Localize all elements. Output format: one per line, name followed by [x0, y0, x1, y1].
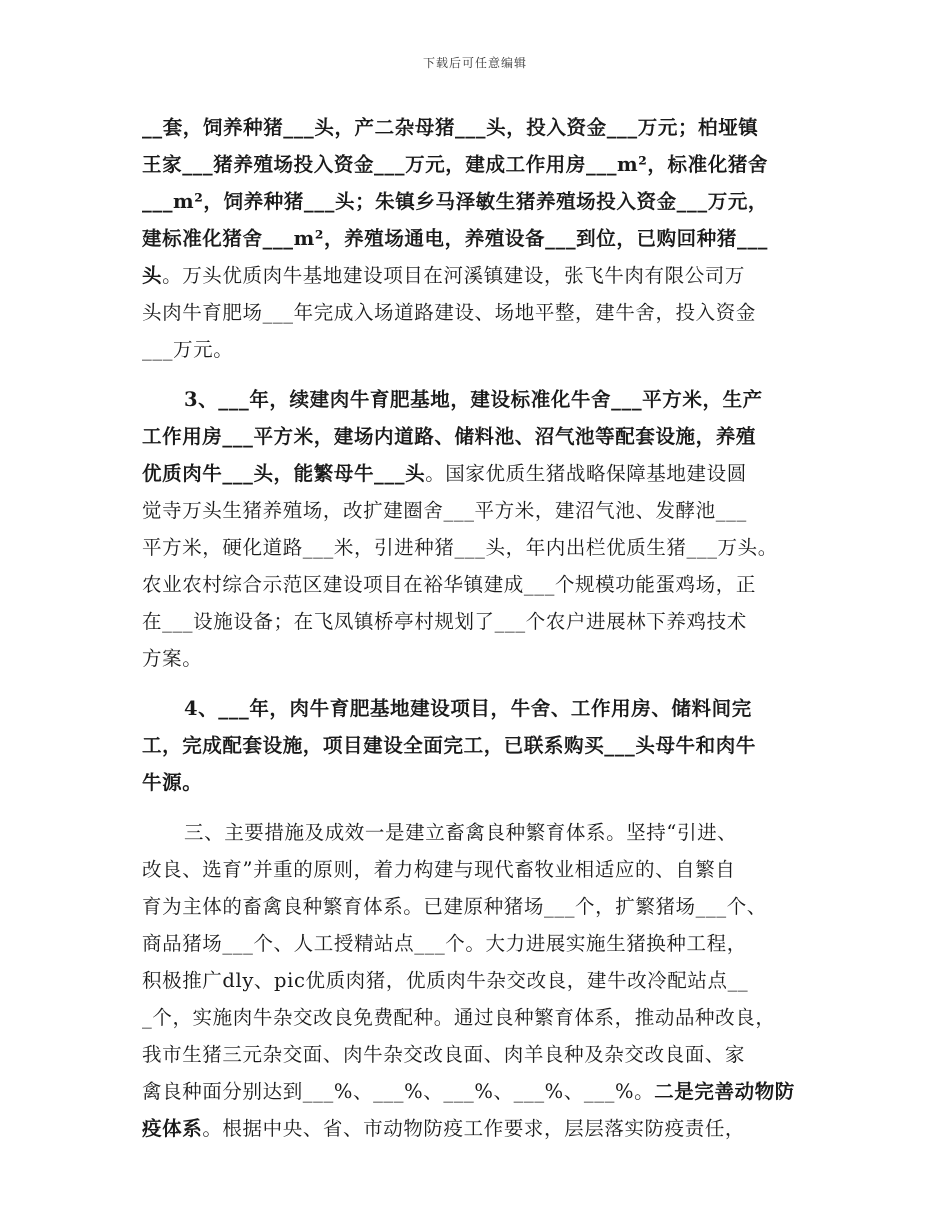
text-line: [142, 1110, 812, 1147]
text-line: [142, 925, 812, 962]
text-run: _个，实施肉牛杂交改良免费配种。通过良种繁育体系，推动品种改良，: [142, 1006, 776, 1029]
bold-text-run: 4、___年，肉牛育肥基地建设项目，牛舍、工作用房、储料间完: [184, 697, 752, 720]
bold-text-run: 优质肉牛___头，能繁母牛___头: [142, 462, 426, 485]
document-body: [142, 109, 812, 1147]
paragraph-gap: [142, 677, 812, 690]
page-header: [0, 54, 950, 71]
bold-text-run: 头: [142, 264, 163, 287]
text-line: [142, 1036, 812, 1073]
text-run: 积极推广dly、pic优质肉猪，优质肉牛杂交改良，建牛改冷配站点__: [142, 969, 749, 992]
text-line: [142, 851, 812, 888]
bold-text-run: 王家___猪养殖场投入资金___万元，建成工作用房___m²，标准化猪舍: [142, 153, 769, 176]
text-line: [142, 962, 812, 999]
bold-text-run: 牛源。: [142, 771, 203, 794]
text-line: [142, 455, 812, 492]
text-run: 觉寺万头生猪养殖场，改扩建圈舍___平方米，建沼气池、发酵池___: [142, 499, 747, 522]
text-run: 头肉牛育肥场___年完成入场道路建设、场地平整，建牛舍，投入资金: [142, 301, 756, 324]
bold-text-run: 疫体系: [142, 1117, 203, 1140]
text-line: [142, 529, 812, 566]
text-line: [142, 381, 812, 418]
bold-text-run: ___m²，饲养种猪___头；朱镇乡马泽敏生猪养殖场投入资金___万元，: [142, 190, 769, 213]
text-line: [142, 183, 812, 220]
text-line: [142, 764, 812, 801]
text-run: 禽良种面分别达到___%、___%、___%、___%、___%。: [142, 1080, 655, 1103]
text-line: [142, 603, 812, 640]
text-line: [142, 492, 812, 529]
bold-text-run: 建标准化猪舍___m²，养殖场通电，养殖设备___到位，已购回种猪___: [142, 227, 769, 250]
text-line: [142, 220, 812, 257]
text-run: ___万元。: [142, 338, 234, 361]
bold-text-run: 工作用房___平方米，建场内道路、储料池、沼气池等配套设施，养殖: [142, 425, 756, 448]
bold-text-run: __套，饲养种猪___头，产二杂母猪___头，投入资金___万元；柏垭镇: [142, 116, 759, 139]
text-run: 。根据中央、省、市动物防疫工作要求，层层落实防疫责任，: [202, 1117, 746, 1140]
text-run: 。万头优质肉牛基地建设项目在河溪镇建设，张飞牛肉有限公司万: [162, 264, 746, 287]
bold-text-run: 工，完成配套设施，项目建设全面完工，已联系购买___头母牛和肉牛: [142, 734, 756, 757]
text-run: 育为主体的畜禽良种繁育体系。已建原种猪场___个，扩繁猪场___个、: [142, 895, 767, 918]
text-line: [142, 1073, 812, 1110]
text-line: [142, 418, 812, 455]
text-line: [142, 257, 812, 294]
paragraph: [142, 690, 812, 801]
text-run: 我市生猪三元杂交面、肉牛杂交改良面、肉羊良种及杂交改良面、家: [142, 1043, 746, 1066]
text-line: [142, 690, 812, 727]
paragraph: [142, 381, 812, 677]
paragraph-gap: [142, 368, 812, 381]
text-line: [142, 146, 812, 183]
paragraph: [142, 109, 812, 368]
header-text: 下载后可任意编辑: [422, 56, 527, 70]
text-run: 改良、选育”并重的原则，着力构建与现代畜牧业相适应的、自繁自: [142, 858, 736, 881]
paragraph-gap: [142, 801, 812, 814]
text-line: [142, 294, 812, 331]
text-line: [142, 999, 812, 1036]
text-line: [142, 814, 812, 851]
text-run: 平方米，硬化道路___米，引进种猪___头，年内出栏优质生猪___万头。: [142, 536, 778, 559]
text-run: 在___设施设备；在飞凤镇桥亭村规划了___个农户进展林下养鸡技术: [142, 610, 747, 633]
text-run: 农业农村综合示范区建设项目在裕华镇建成___个规模功能蛋鸡场，正: [142, 573, 756, 596]
text-line: [142, 727, 812, 764]
text-run: 。国家优质生猪战略保障基地建设圆: [425, 462, 747, 485]
bold-text-run: 3、___年，续建肉牛育肥基地，建设标准化牛舍___平方米，生产: [184, 388, 763, 411]
text-line: [142, 566, 812, 603]
text-run: 方案。: [142, 647, 203, 670]
text-line: [142, 888, 812, 925]
text-run: 三、主要措施及成效一是建立畜禽良种繁育体系。坚持“引进、: [184, 821, 738, 844]
bold-text-run: 二是完善动物防: [654, 1080, 795, 1103]
text-line: [142, 109, 812, 146]
paragraph: [142, 814, 812, 1147]
text-run: 商品猪场___个、人工授精站点___个。大力进展实施生猪换种工程，: [142, 932, 747, 955]
text-line: [142, 640, 812, 677]
text-line: [142, 331, 812, 368]
